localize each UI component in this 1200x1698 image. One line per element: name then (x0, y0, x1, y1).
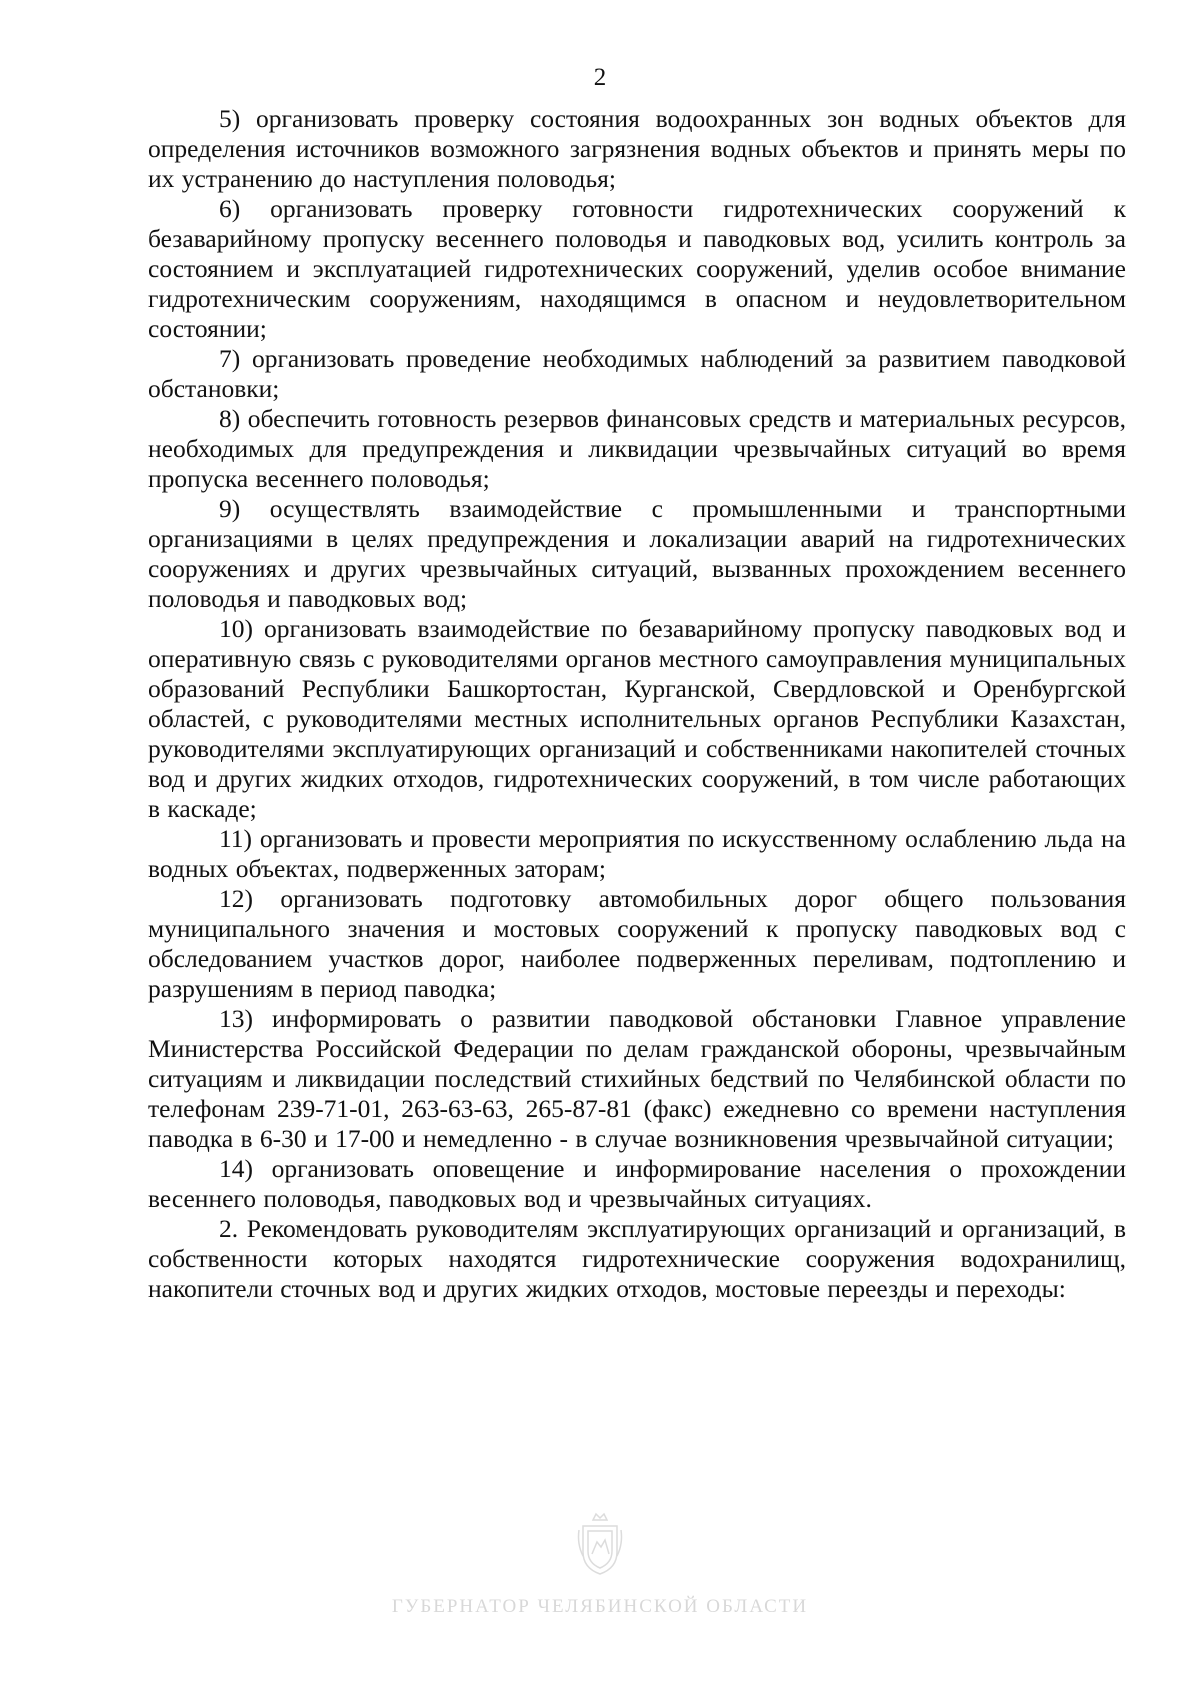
paragraph-item-5: 5) организовать проверку состояния водоохранных зон водных объектов для определения источников возможного загрязнения водных объектов и принять меры по их устранению до наступления половодья; (148, 104, 1126, 193)
coat-of-arms-icon (575, 1512, 625, 1578)
paragraph-item-13: 13) информировать о развитии паводковой обстановки Главное управление Министерства Российской Федерации по делам гражданской обороны, чрезвычайным ситуациям и ликвидации последствий стихийных бедствий по Челябинской области по телефонам 239-71-01, 263-63-63, 265-87-81 (факс) ежедневно со времени наступления паводка в 6-30 и 17-00 и немедленно - в случае возникновения чрезвычайной ситуации; (148, 1004, 1126, 1153)
paragraph-item-11: 11) организовать и провести мероприятия по искусственному ослаблению льда на водных объектах, подверженных заторам; (148, 824, 1126, 883)
paragraph-item-8: 8) обеспечить готовность резервов финансовых средств и материальных ресурсов, необходимых для предупреждения и ликвидации чрезвычайных ситуаций во время пропуска весеннего половодья; (148, 404, 1126, 493)
page-number: 2 (593, 64, 607, 91)
document-body (148, 104, 1126, 1304)
watermark-text: ГУБЕРНАТОР ЧЕЛЯБИНСКОЙ ОБЛАСТИ (391, 1596, 809, 1617)
governor-watermark (0, 1512, 1200, 1618)
paragraph-item-9: 9) осуществлять взаимодействие с промышленными и транспортными организациями в целях предупреждения и локализации аварий на гидротехнических сооружениях и других чрезвычайных ситуаций, вызванных прохождением весеннего половодья и паводковых вод; (148, 494, 1126, 613)
paragraph-item-7: 7) организовать проведение необходимых наблюдений за развитием паводковой обстановки; (148, 344, 1126, 403)
paragraph-item-12: 12) организовать подготовку автомобильных дорог общего пользования муниципального значения и мостовых сооружений к пропуску паводковых вод с обследованием участков дорог, наиболее подверженных переливам, подтоплению и разрушениям в период паводка; (148, 884, 1126, 1003)
paragraph-item-10: 10) организовать взаимодействие по безаварийному пропуску паводковых вод и оперативную связь с руководителями органов местного самоуправления муниципальных образований Республики Башкортостан, Курганской, Свердловской и Оренбургской областей, с руководителями местных исполнительных органов Республики Казахстан, руководителями эксплуатирующих организаций и собственниками накопителей сточных вод и других жидких отходов, гидротехнических сооружений, в том числе работающих в каскаде; (148, 614, 1126, 823)
paragraph-item-14: 14) организовать оповещение и информирование населения о прохождении весеннего половодья, паводковых вод и чрезвычайных ситуациях. (148, 1154, 1126, 1213)
paragraph-section-2: 2. Рекомендовать руководителям эксплуатирующих организаций и организаций, в собственности которых находятся гидротехнические сооружения водохранилищ, накопители сточных вод и других жидких отходов, мостовые переезды и переходы: (148, 1214, 1126, 1303)
paragraph-item-6: 6) организовать проверку готовности гидротехнических сооружений к безаварийному пропуску весеннего половодья и паводковых вод, усилить контроль за состоянием и эксплуатацией гидротехнических сооружений, уделив особое внимание гидротехническим сооружениям, находящимся в опасном и неудовлетворительном состоянии; (148, 194, 1126, 343)
